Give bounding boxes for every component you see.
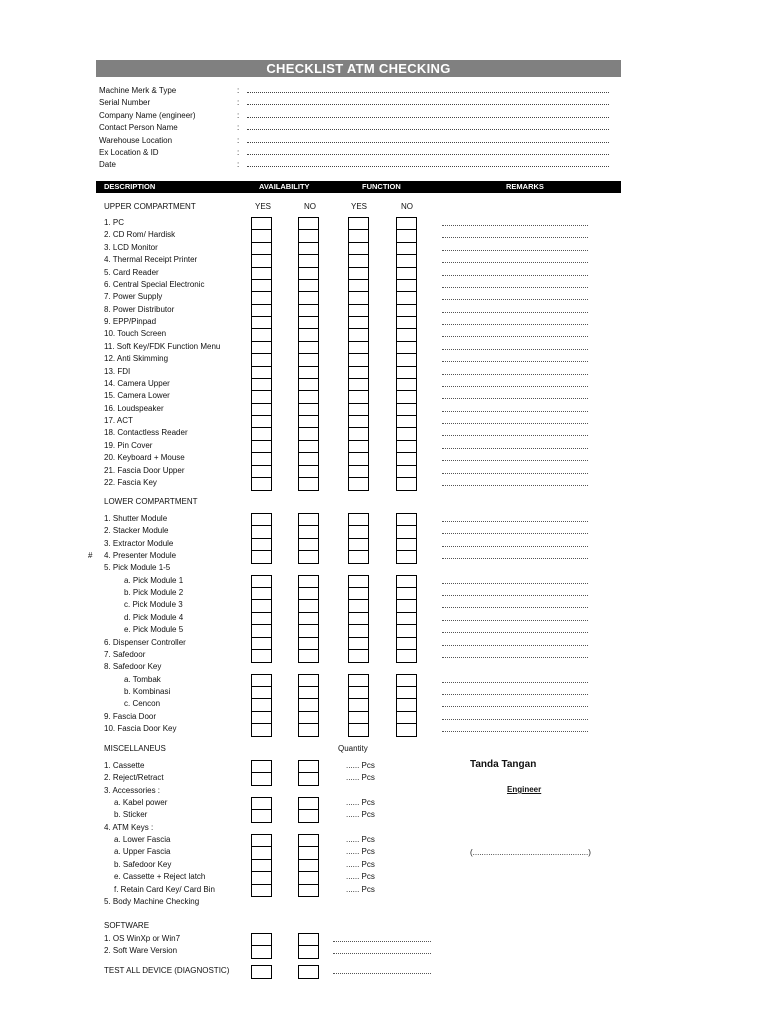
remarks-line[interactable] bbox=[442, 731, 588, 732]
remarks-line[interactable] bbox=[442, 485, 588, 486]
function-no-checkbox[interactable] bbox=[396, 723, 417, 737]
remarks-line[interactable] bbox=[442, 521, 588, 522]
page-title: CHECKLIST ATM CHECKING bbox=[96, 60, 621, 77]
function-yes-checkbox[interactable] bbox=[348, 723, 369, 737]
lower-item-label: 8. Safedoor Key bbox=[104, 662, 162, 672]
software-availability-no-checkbox[interactable] bbox=[298, 945, 319, 959]
upper-item-label: 22. Fascia Key bbox=[104, 477, 157, 487]
test-yes-checkbox[interactable] bbox=[251, 965, 272, 979]
header-function: FUNCTION bbox=[362, 182, 401, 191]
info-row bbox=[99, 85, 609, 97]
remarks-line[interactable] bbox=[442, 448, 588, 449]
software-heading: SOFTWARE bbox=[104, 921, 150, 930]
function-yes-checkbox[interactable] bbox=[348, 550, 369, 564]
availability-yes-checkbox[interactable] bbox=[251, 772, 272, 786]
misc-item-label: e. Cassette + Reject latch bbox=[114, 872, 206, 882]
info-label: Date bbox=[99, 160, 116, 170]
quantity-label: Quantity bbox=[338, 744, 368, 753]
upper-item-label: 6. Central Special Electronic bbox=[104, 279, 205, 289]
lower-item-label: 2. Stacker Module bbox=[104, 526, 169, 536]
info-label: Company Name (engineer) bbox=[99, 110, 196, 120]
remarks-line[interactable] bbox=[442, 262, 588, 263]
upper-item-label: 16. Loudspeaker bbox=[104, 403, 164, 413]
upper-item-label: 11. Soft Key/FDK Function Menu bbox=[104, 341, 221, 351]
test-all-device-label: TEST ALL DEVICE (DIAGNOSTIC) bbox=[104, 966, 230, 975]
upper-item-label: 5. Card Reader bbox=[104, 267, 159, 277]
remarks-line[interactable] bbox=[442, 275, 588, 276]
software-item-label: 2. Soft Ware Version bbox=[104, 946, 178, 956]
remarks-line[interactable] bbox=[442, 645, 588, 646]
availability-no-checkbox[interactable] bbox=[298, 809, 319, 823]
info-colon: : bbox=[237, 98, 240, 108]
signature-title: Tanda Tangan bbox=[470, 759, 537, 770]
info-value-field[interactable] bbox=[247, 166, 609, 167]
misc-item-label: 4. ATM Keys : bbox=[104, 822, 154, 832]
availability-no-checkbox[interactable] bbox=[298, 723, 319, 737]
header-description: DESCRIPTION bbox=[104, 182, 156, 191]
info-label: Warehouse Location bbox=[99, 135, 173, 145]
lower-item-label: 9. Fascia Door bbox=[104, 711, 157, 721]
remarks-line[interactable] bbox=[442, 423, 588, 424]
software-remarks-line[interactable] bbox=[333, 941, 431, 942]
remarks-line[interactable] bbox=[442, 706, 588, 707]
info-row bbox=[99, 110, 609, 122]
quantity-field[interactable]: ...... Pcs bbox=[346, 810, 375, 820]
remarks-line[interactable] bbox=[442, 620, 588, 621]
remarks-line[interactable] bbox=[442, 546, 588, 547]
lower-item-label: d. Pick Module 4 bbox=[124, 612, 184, 622]
availability-yes-label: YES bbox=[255, 202, 272, 211]
quantity-field[interactable]: ...... Pcs bbox=[346, 847, 375, 857]
remarks-line[interactable] bbox=[442, 398, 588, 399]
lower-item-label: 4. Presenter Module bbox=[104, 551, 177, 561]
info-colon: : bbox=[237, 123, 240, 133]
availability-no-checkbox[interactable] bbox=[298, 550, 319, 564]
misc-item-label: 1. Cassette bbox=[104, 761, 145, 770]
remarks-line[interactable] bbox=[442, 533, 588, 534]
software-remarks-line[interactable] bbox=[333, 953, 431, 954]
remarks-line[interactable] bbox=[442, 657, 588, 658]
remarks-line[interactable] bbox=[442, 225, 588, 226]
misc-item-label: a. Lower Fascia bbox=[114, 835, 171, 845]
misc-item-label: a. Upper Fascia bbox=[114, 847, 171, 857]
header-remarks: REMARKS bbox=[506, 182, 544, 191]
availability-yes-checkbox[interactable] bbox=[251, 550, 272, 564]
availability-yes-checkbox[interactable] bbox=[251, 723, 272, 737]
test-remarks-line[interactable] bbox=[333, 973, 431, 974]
misc-item-label: b. Sticker bbox=[114, 810, 148, 820]
remarks-line[interactable] bbox=[442, 460, 588, 461]
info-label: Contact Person Name bbox=[99, 123, 178, 133]
upper-item-label: 8. Power Distributor bbox=[104, 304, 175, 314]
remarks-line[interactable] bbox=[442, 632, 588, 633]
remarks-line[interactable] bbox=[442, 694, 588, 695]
info-value-field[interactable] bbox=[247, 92, 609, 93]
upper-item-label: 9. EPP/Pinpad bbox=[104, 317, 157, 327]
upper-item-label: 18. Contactless Reader bbox=[104, 428, 188, 438]
remarks-line[interactable] bbox=[442, 558, 588, 559]
remarks-line[interactable] bbox=[442, 719, 588, 720]
info-colon: : bbox=[237, 160, 240, 170]
remarks-line[interactable] bbox=[442, 682, 588, 683]
info-row bbox=[99, 122, 609, 134]
availability-yes-checkbox[interactable] bbox=[251, 649, 272, 663]
lower-item-label: b. Kombinasi bbox=[124, 686, 171, 696]
remarks-line[interactable] bbox=[442, 312, 588, 313]
upper-item-label: 19. Pin Cover bbox=[104, 440, 153, 450]
remarks-line[interactable] bbox=[442, 386, 588, 387]
upper-item-label: 13. FDI bbox=[104, 366, 131, 376]
info-row bbox=[99, 135, 609, 147]
lower-item-label: 3. Extractor Module bbox=[104, 538, 174, 548]
upper-item-label: 12. Anti Skimming bbox=[104, 354, 169, 364]
upper-item-label: 10. Touch Screen bbox=[104, 329, 167, 339]
availability-yes-checkbox[interactable] bbox=[251, 809, 272, 823]
upper-item-label: 21. Fascia Door Upper bbox=[104, 465, 185, 475]
lower-item-label: e. Pick Module 5 bbox=[124, 625, 184, 635]
software-item-label: 1. OS WinXp or Win7 bbox=[104, 934, 181, 943]
availability-no-checkbox[interactable] bbox=[298, 649, 319, 663]
quantity-field[interactable]: ...... Pcs bbox=[346, 859, 375, 869]
remarks-line[interactable] bbox=[442, 237, 588, 238]
misc-item-label: b. Safedoor Key bbox=[114, 859, 172, 869]
upper-item-label: 4. Thermal Receipt Printer bbox=[104, 255, 198, 265]
lower-item-label: b. Pick Module 2 bbox=[124, 588, 184, 598]
function-no-checkbox[interactable] bbox=[396, 477, 417, 491]
upper-item-label: 7. Power Supply bbox=[104, 292, 163, 302]
info-row bbox=[99, 159, 609, 171]
function-no-checkbox[interactable] bbox=[396, 550, 417, 564]
function-yes-checkbox[interactable] bbox=[348, 477, 369, 491]
remarks-line[interactable] bbox=[442, 411, 588, 412]
remarks-line[interactable] bbox=[442, 583, 588, 584]
availability-no-checkbox[interactable] bbox=[298, 884, 319, 898]
info-value-field[interactable] bbox=[247, 104, 609, 105]
availability-no-label: NO bbox=[304, 202, 316, 211]
availability-no-checkbox[interactable] bbox=[298, 772, 319, 786]
upper-item-label: 2. CD Rom/ Hardisk bbox=[104, 230, 176, 240]
quantity-field[interactable]: ...... Pcs bbox=[346, 773, 375, 783]
misc-item-label: 5. Body Machine Checking bbox=[104, 896, 200, 906]
misc-item-label: 2. Reject/Retract bbox=[104, 773, 164, 783]
remarks-line[interactable] bbox=[442, 299, 588, 300]
upper-item-label: 1. PC bbox=[104, 218, 125, 227]
remarks-line[interactable] bbox=[442, 435, 588, 436]
function-yes-label: YES bbox=[351, 202, 368, 211]
misc-heading: MISCELLANEUS bbox=[104, 744, 166, 753]
lower-item-label: a. Tombak bbox=[124, 674, 161, 684]
info-label: Serial Number bbox=[99, 98, 151, 108]
remarks-line[interactable] bbox=[442, 361, 588, 362]
quantity-field[interactable]: ...... Pcs bbox=[346, 798, 375, 808]
info-colon: : bbox=[237, 86, 240, 95]
hash-mark: # bbox=[88, 551, 93, 560]
upper-item-label: 20. Keyboard + Mouse bbox=[104, 453, 185, 463]
lower-item-label: 5. Pick Module 1-5 bbox=[104, 563, 171, 573]
lower-item-label: 7. Safedoor bbox=[104, 649, 146, 659]
info-row bbox=[99, 147, 609, 159]
remarks-line[interactable] bbox=[442, 336, 588, 337]
misc-item-label: 3. Accessories : bbox=[104, 785, 161, 795]
info-colon: : bbox=[237, 110, 240, 120]
remarks-line[interactable] bbox=[442, 374, 588, 375]
remarks-line[interactable] bbox=[442, 473, 588, 474]
upper-item-label: 14. Camera Upper bbox=[104, 378, 170, 388]
upper-item-label: 17. ACT bbox=[104, 416, 133, 426]
remarks-line[interactable] bbox=[442, 349, 588, 350]
remarks-line[interactable] bbox=[442, 595, 588, 596]
info-label: Ex Location & ID bbox=[99, 148, 159, 157]
function-no-checkbox[interactable] bbox=[396, 649, 417, 663]
upper-item-label: 15. Camera Lower bbox=[104, 391, 170, 401]
info-colon: : bbox=[237, 135, 240, 145]
lower-item-label: 6. Dispenser Controller bbox=[104, 637, 186, 647]
function-yes-checkbox[interactable] bbox=[348, 649, 369, 663]
upper-item-label: 3. LCD Monitor bbox=[104, 242, 158, 252]
misc-item-label: a. Kabel power bbox=[114, 798, 168, 808]
availability-yes-checkbox[interactable] bbox=[251, 884, 272, 898]
quantity-field[interactable]: ...... Pcs bbox=[346, 872, 375, 882]
header-availability: AVAILABILITY bbox=[259, 182, 310, 191]
quantity-field[interactable]: ...... Pcs bbox=[346, 761, 375, 770]
software-availability-yes-checkbox[interactable] bbox=[251, 945, 272, 959]
remarks-line[interactable] bbox=[442, 250, 588, 251]
table-header bbox=[96, 181, 621, 193]
info-value-field[interactable] bbox=[247, 142, 609, 143]
info-label: Machine Merk & Type bbox=[99, 86, 177, 95]
info-colon: : bbox=[237, 148, 240, 157]
lower-item-label: 1. Shutter Module bbox=[104, 514, 168, 523]
lower-compartment-heading: LOWER COMPARTMENT bbox=[104, 497, 198, 506]
lower-item-label: c. Pick Module 3 bbox=[124, 600, 183, 610]
info-value-field[interactable] bbox=[247, 129, 609, 130]
upper-compartment-heading: UPPER COMPARTMENT bbox=[104, 202, 196, 211]
lower-item-label: c. Cencon bbox=[124, 699, 161, 709]
quantity-field[interactable]: ...... Pcs bbox=[346, 835, 375, 845]
remarks-line[interactable] bbox=[442, 324, 588, 325]
availability-yes-checkbox[interactable] bbox=[251, 477, 272, 491]
quantity-field[interactable]: ...... Pcs bbox=[346, 884, 375, 894]
info-value-field[interactable] bbox=[247, 117, 609, 118]
info-value-field[interactable] bbox=[247, 154, 609, 155]
function-no-label: NO bbox=[401, 202, 413, 211]
signature-name-line: (....................................................) bbox=[470, 848, 591, 857]
lower-item-label: 10. Fascia Door Key bbox=[104, 723, 177, 733]
info-row bbox=[99, 97, 609, 109]
remarks-line[interactable] bbox=[442, 287, 588, 288]
lower-item-label: a. Pick Module 1 bbox=[124, 575, 184, 585]
availability-no-checkbox[interactable] bbox=[298, 477, 319, 491]
misc-item-label: f. Retain Card Key/ Card Bin bbox=[114, 884, 215, 894]
signature-role: Engineer bbox=[507, 785, 542, 794]
remarks-line[interactable] bbox=[442, 607, 588, 608]
test-no-checkbox[interactable] bbox=[298, 965, 319, 979]
